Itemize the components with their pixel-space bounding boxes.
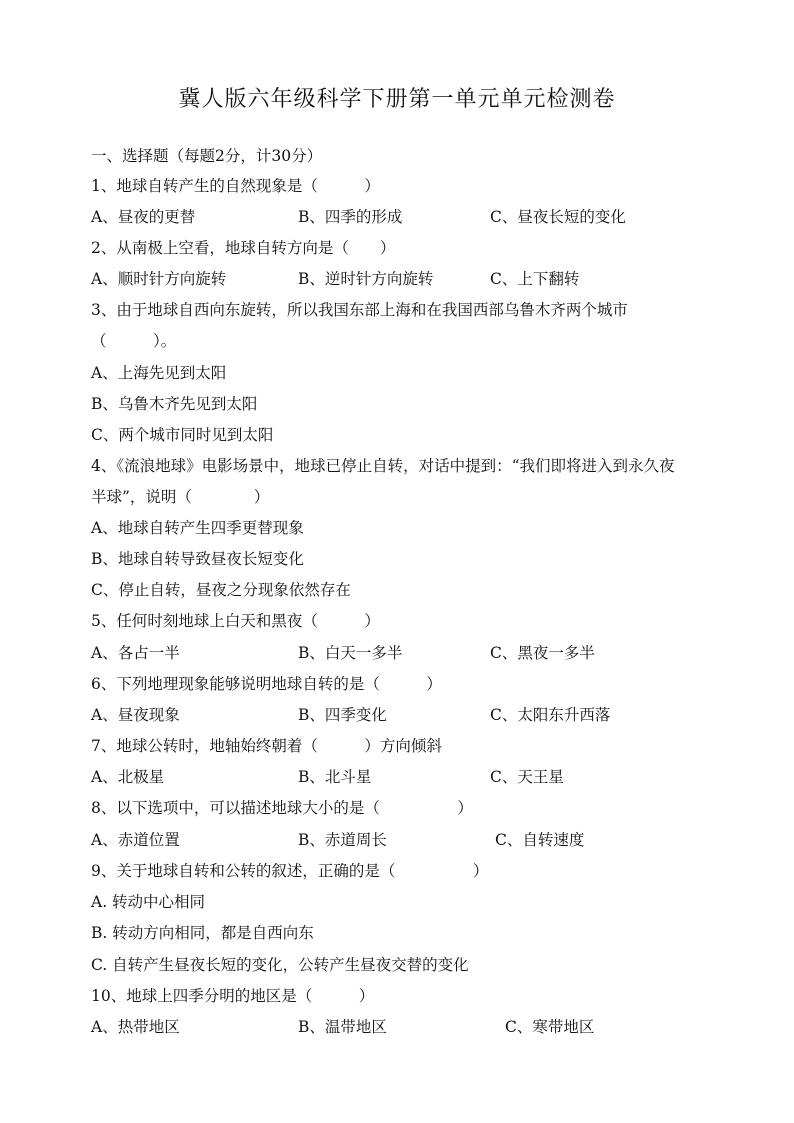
question-3-stem: 3、由于地球自西向东旋转，所以我国东部上海和在我国西部乌鲁木齐两个城市	[91, 301, 628, 319]
option-b: B、四季变化	[298, 706, 387, 724]
question-3-option-b: B、乌鲁木齐先见到太阳	[91, 395, 258, 413]
option-b: B、北斗星	[298, 768, 372, 786]
option-c: C、太阳东升西落	[490, 706, 611, 724]
question-5-stem: 5、任何时刻地球上白天和黑夜（ ）	[91, 612, 380, 630]
page-title: 冀人版六年级科学下册第一单元单元检测卷	[178, 87, 616, 112]
option-b: B、赤道周长	[298, 831, 387, 849]
question-9-option-a: A. 转动中心相同	[91, 893, 206, 911]
option-a: A、顺时针方向旋转	[91, 270, 227, 288]
question-9-option-b: B. 转动方向相同，都是自西向东	[91, 924, 314, 942]
question-9-option-c: C. 自转产生昼夜长短的变化，公转产生昼夜交替的变化	[91, 956, 469, 974]
option-b: B、四季的形成	[298, 208, 403, 226]
option-a: A、赤道位置	[91, 831, 180, 849]
question-3-stem-cont: （ ）。	[91, 332, 177, 350]
question-4-option-c: C、停止自转，昼夜之分现象依然存在	[91, 581, 351, 599]
question-4-option-b: B、地球自转导致昼夜长短变化	[91, 550, 304, 568]
option-a: A、北极星	[91, 768, 165, 786]
option-b: B、逆时针方向旋转	[298, 270, 434, 288]
question-2-stem: 2、从南极上空看，地球自转方向是（ ）	[91, 239, 396, 257]
option-b: B、白天一多半	[298, 644, 403, 662]
option-a: A、昼夜的更替	[91, 208, 196, 226]
option-a: A、热带地区	[91, 1018, 180, 1036]
option-b: B、温带地区	[298, 1018, 387, 1036]
option-a: A、各占一半	[91, 644, 180, 662]
option-c: C、上下翻转	[490, 270, 580, 288]
question-4-option-a: A、地球自转产生四季更替现象	[91, 519, 304, 537]
question-3-option-c: C、两个城市同时见到太阳	[91, 426, 274, 444]
option-c: C、黑夜一多半	[490, 644, 595, 662]
question-8-stem: 8、以下选项中，可以描述地球大小的是（ ）	[91, 799, 473, 817]
question-3-option-a: A、上海先见到太阳	[91, 364, 227, 382]
option-c: C、昼夜长短的变化	[490, 208, 626, 226]
question-4-stem-cont: 半球”，说明（ ）	[91, 488, 270, 506]
option-a: A、昼夜现象	[91, 706, 180, 724]
question-1-stem: 1、地球自转产生的自然现象是（ ）	[91, 177, 380, 195]
option-c: C、天王星	[490, 768, 564, 786]
section-heading: 一、选择题（每题2分，计30分）	[91, 147, 323, 165]
question-4-stem: 4、《流浪地球》电影场景中，地球已停止自转，对话中提到：“我们即将进入到永久夜	[91, 457, 675, 475]
question-9-stem: 9、关于地球自转和公转的叙述，正确的是（ ）	[91, 862, 489, 880]
question-6-stem: 6、下列地理现象能够说明地球自转的是（ ）	[91, 675, 442, 693]
question-10-stem: 10、地球上四季分明的地区是（ ）	[91, 987, 375, 1005]
option-c: C、寒带地区	[505, 1018, 595, 1036]
option-c: C、自转速度	[495, 831, 585, 849]
question-7-stem: 7、地球公转时，地轴始终朝着（ ）方向倾斜	[91, 737, 442, 755]
